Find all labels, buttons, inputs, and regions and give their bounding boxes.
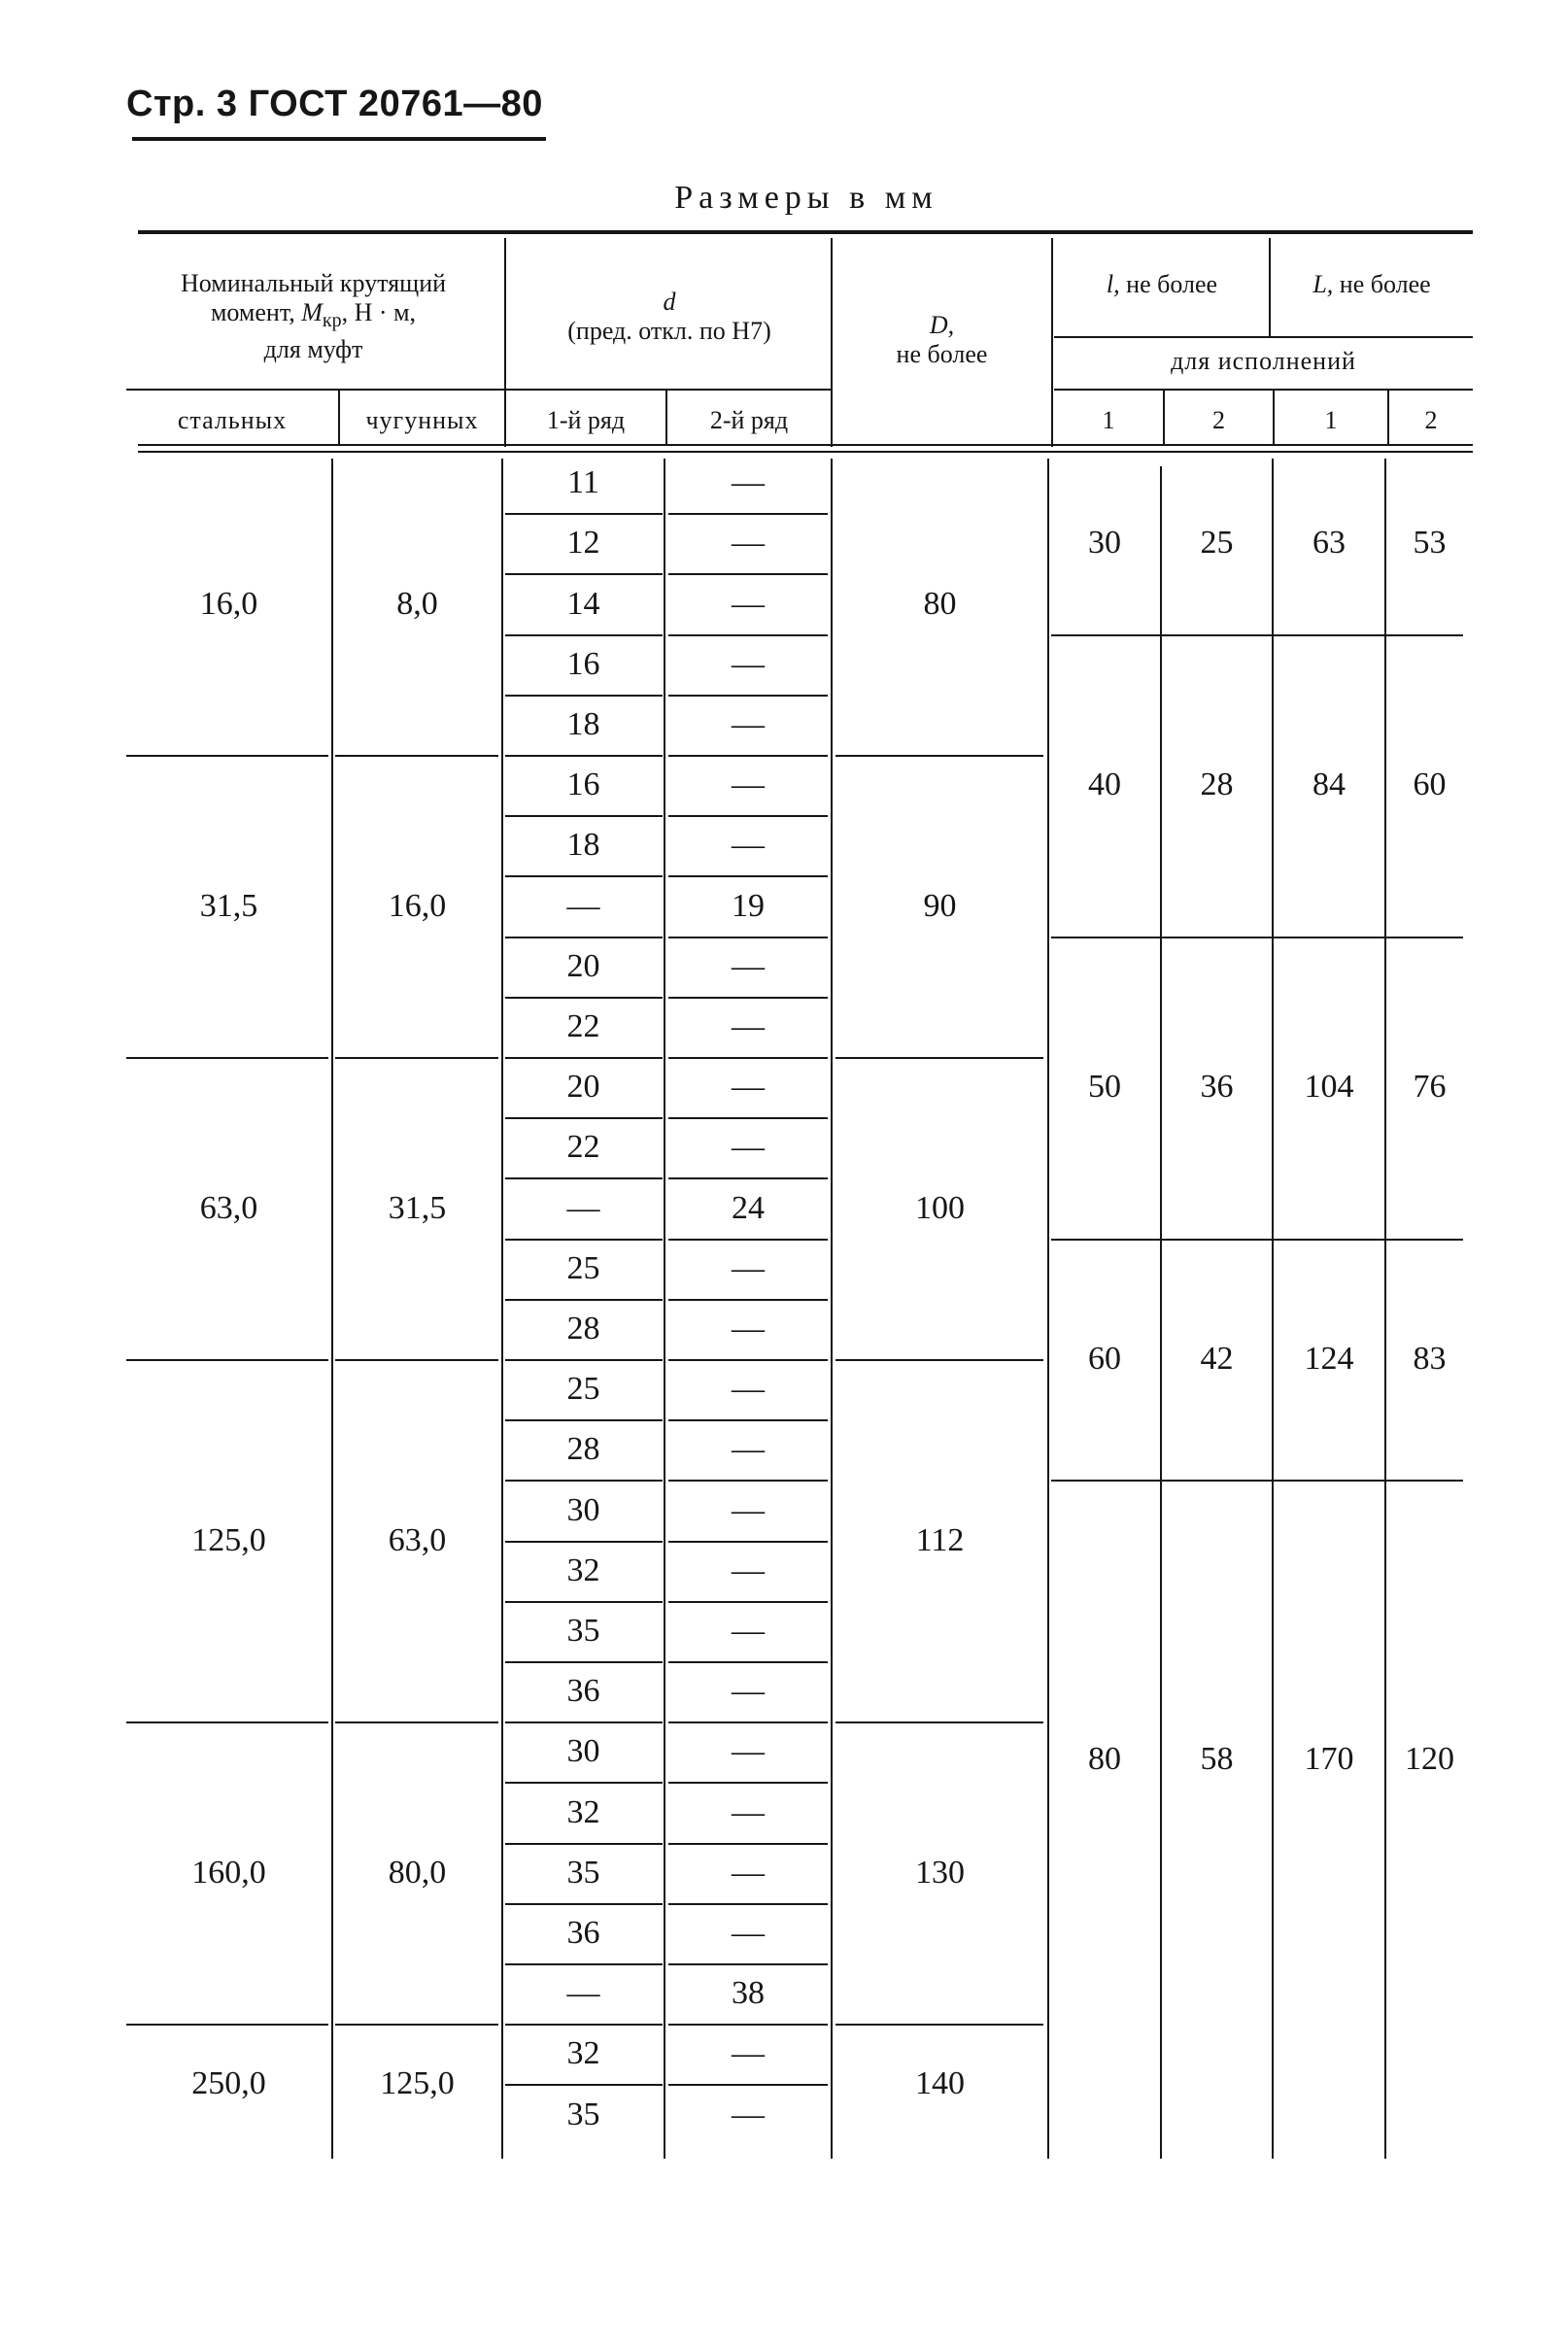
d-row1-value: 32 (566, 2035, 600, 2072)
d-row-divider-r1 (505, 634, 663, 636)
torque-group-divider-cast (335, 1721, 498, 1723)
steel-torque-value: 160,0 (191, 1854, 266, 1891)
d-row-divider-r2 (668, 937, 828, 938)
torque-header-line3: для муфт (263, 335, 363, 364)
body-vline-l-L (1272, 459, 1274, 2159)
torque-group-divider-cast (335, 1359, 498, 1361)
d-row2-value: 19 (732, 887, 765, 924)
d-row1-value: 36 (566, 1673, 600, 1710)
d-row-divider-r2 (668, 2024, 828, 2026)
torque-group-divider-steel (126, 1721, 328, 1723)
d-row-divider-r2 (668, 1782, 828, 1784)
d-row-divider-r2 (668, 1299, 828, 1301)
d-row-divider-r2 (668, 1541, 828, 1543)
D-column-header (833, 311, 1051, 369)
torque-header-prefix: момент, (210, 298, 295, 326)
header-double-rule-2 (138, 451, 1473, 453)
d-row-divider-r2 (668, 1359, 828, 1361)
l-version1-value: 60 (1088, 1341, 1121, 1377)
l-version1-value: 80 (1088, 1741, 1121, 1778)
version-L2-subheader: 2 (1424, 406, 1438, 434)
cast-iron-torque-value: 31,5 (388, 1189, 447, 1226)
L-version2-value: 53 (1413, 525, 1447, 562)
d-row1-value: 18 (566, 705, 600, 742)
d-row1-value: 16 (566, 767, 600, 803)
torque-group-divider-D (835, 2024, 1043, 2026)
d-row-divider-r1 (505, 513, 663, 515)
cast-iron-torque-value: 8,0 (396, 585, 438, 622)
l-column-header (1054, 270, 1270, 299)
d-row1-value: 20 (566, 1069, 600, 1106)
body-vline-d-D (831, 459, 833, 2159)
d-row-divider-r2 (668, 1843, 828, 1845)
d-row-divider-r1 (505, 997, 663, 999)
body-vline-steel-cast (331, 459, 333, 2159)
d-row-divider-r2 (668, 513, 828, 515)
d-row2-value: — (732, 1069, 765, 1106)
d-row-divider-r1 (505, 937, 663, 938)
steel-torque-value: 125,0 (191, 1521, 266, 1558)
d-row-divider-r1 (505, 1419, 663, 1421)
l-version2-value: 58 (1200, 1741, 1234, 1778)
L-version2-value: 83 (1413, 1341, 1447, 1377)
d-row2-value: — (732, 1371, 765, 1408)
D-symbol: D, (929, 311, 955, 339)
body-vline-D-l (1047, 459, 1049, 2159)
d-row-divider-r1 (505, 1177, 663, 1179)
d-row-divider-r2 (668, 1177, 828, 1179)
l-version2-value: 36 (1200, 1069, 1234, 1106)
d-row-divider-r2 (668, 875, 828, 877)
d-row2-value: — (732, 1612, 765, 1649)
torque-column-header (126, 269, 500, 364)
d-row-divider-r1 (505, 2084, 663, 2086)
d-row1-value: — (566, 1975, 600, 2012)
version-l1-subheader: 1 (1102, 406, 1115, 434)
torque-group-divider-cast (335, 755, 498, 757)
d-row-divider-r2 (668, 1903, 828, 1905)
d-row1-value: — (566, 1189, 600, 1226)
L-version1-value: 84 (1312, 767, 1346, 803)
d-row-divider-r1 (505, 1057, 663, 1059)
L-note: не более (1339, 270, 1431, 298)
torque-symbol: M (301, 298, 323, 326)
torque-group-divider-steel (126, 1057, 328, 1059)
d-row1-value: 25 (566, 1249, 600, 1286)
d-row-divider-r1 (505, 1721, 663, 1723)
d-row1-value: 22 (566, 1007, 600, 1044)
d-row2-value: — (732, 2035, 765, 2072)
cast-iron-torque-value: 80,0 (388, 1854, 447, 1891)
torque-group-divider-D (835, 1359, 1043, 1361)
lL-group-divider-l (1051, 634, 1463, 636)
d-row2-value: 24 (732, 1189, 765, 1226)
d-row-divider-r1 (505, 755, 663, 757)
L-version1-value: 170 (1304, 1741, 1354, 1778)
d-row2-value: — (732, 1491, 765, 1528)
header-double-rule-1 (138, 444, 1473, 446)
d-row2-value: — (732, 1249, 765, 1286)
d-row1-value: 30 (566, 1733, 600, 1770)
lL-group-divider-l (1051, 937, 1463, 938)
d-row1-value: 11 (567, 464, 599, 501)
d-row2-value: — (732, 1733, 765, 1770)
d-row-divider-r1 (505, 1843, 663, 1845)
torque-group-divider-D (835, 755, 1043, 757)
body-vline-L1-L2 (1384, 459, 1386, 2159)
version-l2-subheader: 2 (1212, 406, 1225, 434)
d-tolerance-note: (пред. откл. по Н7) (567, 317, 771, 345)
torque-header-line1: Номинальный крутящий (180, 269, 447, 297)
d-row1-value: 32 (566, 1551, 600, 1588)
d-row-divider-r1 (505, 2024, 663, 2026)
for-versions-header: для исполнений (1171, 347, 1356, 375)
d-row-divider-r2 (668, 1601, 828, 1603)
d-row-divider-r1 (505, 1299, 663, 1301)
D-value: 80 (923, 585, 957, 622)
d-row2-value: — (732, 1431, 765, 1468)
L-version1-value: 124 (1304, 1341, 1354, 1377)
body-vline-l1-l2 (1160, 466, 1162, 2159)
l-version2-value: 42 (1200, 1341, 1234, 1377)
torque-group-divider-steel (126, 755, 328, 757)
d-row1-value: 36 (566, 1914, 600, 1951)
D-value: 100 (915, 1189, 965, 1226)
torque-group-divider-cast (335, 2024, 498, 2026)
l-version1-value: 50 (1088, 1069, 1121, 1106)
d-row-divider-r1 (505, 875, 663, 877)
d-row2-value: — (732, 585, 765, 622)
d-row2-value: — (732, 464, 765, 501)
D-value: 90 (923, 887, 957, 924)
torque-group-divider-D (835, 1057, 1043, 1059)
cast-iron-torque-value: 16,0 (388, 887, 447, 924)
D-note: не более (896, 340, 988, 368)
d-row2-value: — (732, 645, 765, 682)
d-row1-value: 32 (566, 1793, 600, 1830)
d-row2-value: — (732, 1129, 765, 1166)
table-top-rule (138, 230, 1473, 234)
d-row1-value: 28 (566, 1431, 600, 1468)
L-column-header (1271, 270, 1473, 299)
d-row1-value: 12 (566, 525, 600, 562)
version-L1-subheader: 1 (1324, 406, 1338, 434)
d-row2-value: 38 (732, 1975, 765, 2012)
cast-iron-subheader: чугунных (365, 406, 479, 434)
d-row-divider-r1 (505, 1963, 663, 1965)
d-row-divider-r2 (668, 573, 828, 575)
d-row2-value: — (732, 2096, 765, 2132)
d-row1-value: 30 (566, 1491, 600, 1528)
cast-iron-torque-value: 63,0 (388, 1521, 447, 1558)
header-divider-left (126, 389, 831, 391)
table-caption: Размеры в мм (674, 180, 938, 216)
d-row-divider-r2 (668, 1480, 828, 1482)
d-row-divider-r2 (668, 1661, 828, 1663)
D-value: 140 (915, 2065, 965, 2102)
L-version1-value: 63 (1312, 525, 1346, 562)
d-row1-value: — (566, 887, 600, 924)
d-row1-value: 18 (566, 827, 600, 864)
D-value: 112 (915, 1521, 965, 1558)
d-row2-value: — (732, 1007, 765, 1044)
d-row-divider-r1 (505, 1480, 663, 1482)
d-column-header (508, 288, 831, 346)
torque-group-divider-steel (126, 1359, 328, 1361)
d-row-divider-r2 (668, 1057, 828, 1059)
d-row-divider-r2 (668, 1117, 828, 1119)
page-header-title: Стр. 3 ГОСТ 20761—80 (126, 84, 543, 124)
l-version2-value: 28 (1200, 767, 1234, 803)
d-row1-value: 28 (566, 1310, 600, 1346)
d-row-divider-r1 (505, 1541, 663, 1543)
d-row-divider-r2 (668, 1963, 828, 1965)
cast-iron-torque-value: 125,0 (380, 2065, 455, 2102)
d-row2-value: — (732, 1551, 765, 1588)
d-row-divider-r2 (668, 1419, 828, 1421)
torque-subscript: кр (322, 310, 342, 332)
d-symbol: d (663, 288, 676, 316)
header-subdivider-line (1054, 336, 1473, 338)
d-row2-value: — (732, 1673, 765, 1710)
d-row-divider-r1 (505, 1117, 663, 1119)
l-version1-value: 40 (1088, 767, 1121, 803)
d-row2-value: — (732, 525, 765, 562)
d-row-divider-r1 (505, 1661, 663, 1663)
steel-torque-value: 16,0 (199, 585, 258, 622)
steel-torque-value: 250,0 (191, 2065, 266, 2102)
d-row-divider-r2 (668, 1239, 828, 1241)
l-symbol: l, (1106, 270, 1120, 298)
steel-torque-value: 31,5 (199, 887, 258, 924)
d-row-divider-r2 (668, 997, 828, 999)
torque-group-divider-cast (335, 1057, 498, 1059)
d-row2-value: — (732, 767, 765, 803)
torque-header-line2 (126, 298, 500, 335)
L-version2-value: 76 (1413, 1069, 1447, 1106)
L-version1-value: 104 (1304, 1069, 1354, 1106)
d-row-divider-r2 (668, 2084, 828, 2086)
steel-subheader: стальных (177, 406, 288, 434)
d-row-divider-r1 (505, 1782, 663, 1784)
d-row-divider-r1 (505, 1239, 663, 1241)
D-value: 130 (915, 1854, 965, 1891)
l-note: не более (1126, 270, 1218, 298)
L-version2-value: 60 (1413, 767, 1447, 803)
d-row1-value: 16 (566, 645, 600, 682)
d-row-divider-r1 (505, 1903, 663, 1905)
d-row-divider-r2 (668, 815, 828, 817)
d-row1-value: 14 (566, 585, 600, 622)
d-row-divider-r2 (668, 634, 828, 636)
row1-subheader: 1-й ряд (546, 406, 626, 434)
d-row1-value: 35 (566, 1612, 600, 1649)
d-row1-value: 20 (566, 947, 600, 984)
d-row1-value: 25 (566, 1371, 600, 1408)
d-row2-value: — (732, 1310, 765, 1346)
d-row-divider-r1 (505, 1359, 663, 1361)
d-row-divider-r1 (505, 573, 663, 575)
d-row-divider-r2 (668, 695, 828, 697)
lL-group-divider-l (1051, 1239, 1463, 1241)
d-row2-value: — (732, 1793, 765, 1830)
d-row-divider-r1 (505, 695, 663, 697)
header-vline-D (1051, 238, 1053, 447)
d-row1-value: 22 (566, 1129, 600, 1166)
header-underline (132, 137, 546, 141)
d-row2-value: — (732, 1914, 765, 1951)
d-row-divider-r2 (668, 755, 828, 757)
l-version2-value: 25 (1200, 525, 1234, 562)
L-symbol: L, (1312, 270, 1334, 298)
torque-group-divider-steel (126, 2024, 328, 2026)
d-row-divider-r1 (505, 815, 663, 817)
d-row-divider-r1 (505, 1601, 663, 1603)
d-row1-value: 35 (566, 2096, 600, 2132)
d-row-divider-r2 (668, 1721, 828, 1723)
d-row2-value: — (732, 1854, 765, 1891)
lL-group-divider-l (1051, 1480, 1463, 1482)
d-row2-value: — (732, 705, 765, 742)
d-row2-value: — (732, 827, 765, 864)
torque-header-unit: , Н · м, (341, 298, 417, 326)
l-version1-value: 30 (1088, 525, 1121, 562)
torque-group-divider-D (835, 1721, 1043, 1723)
steel-torque-value: 63,0 (199, 1189, 258, 1226)
row2-subheader: 2-й ряд (709, 406, 789, 434)
L-version2-value: 120 (1405, 1741, 1454, 1778)
header-divider-right (1054, 389, 1473, 391)
d-row1-value: 35 (566, 1854, 600, 1891)
d-row2-value: — (732, 947, 765, 984)
